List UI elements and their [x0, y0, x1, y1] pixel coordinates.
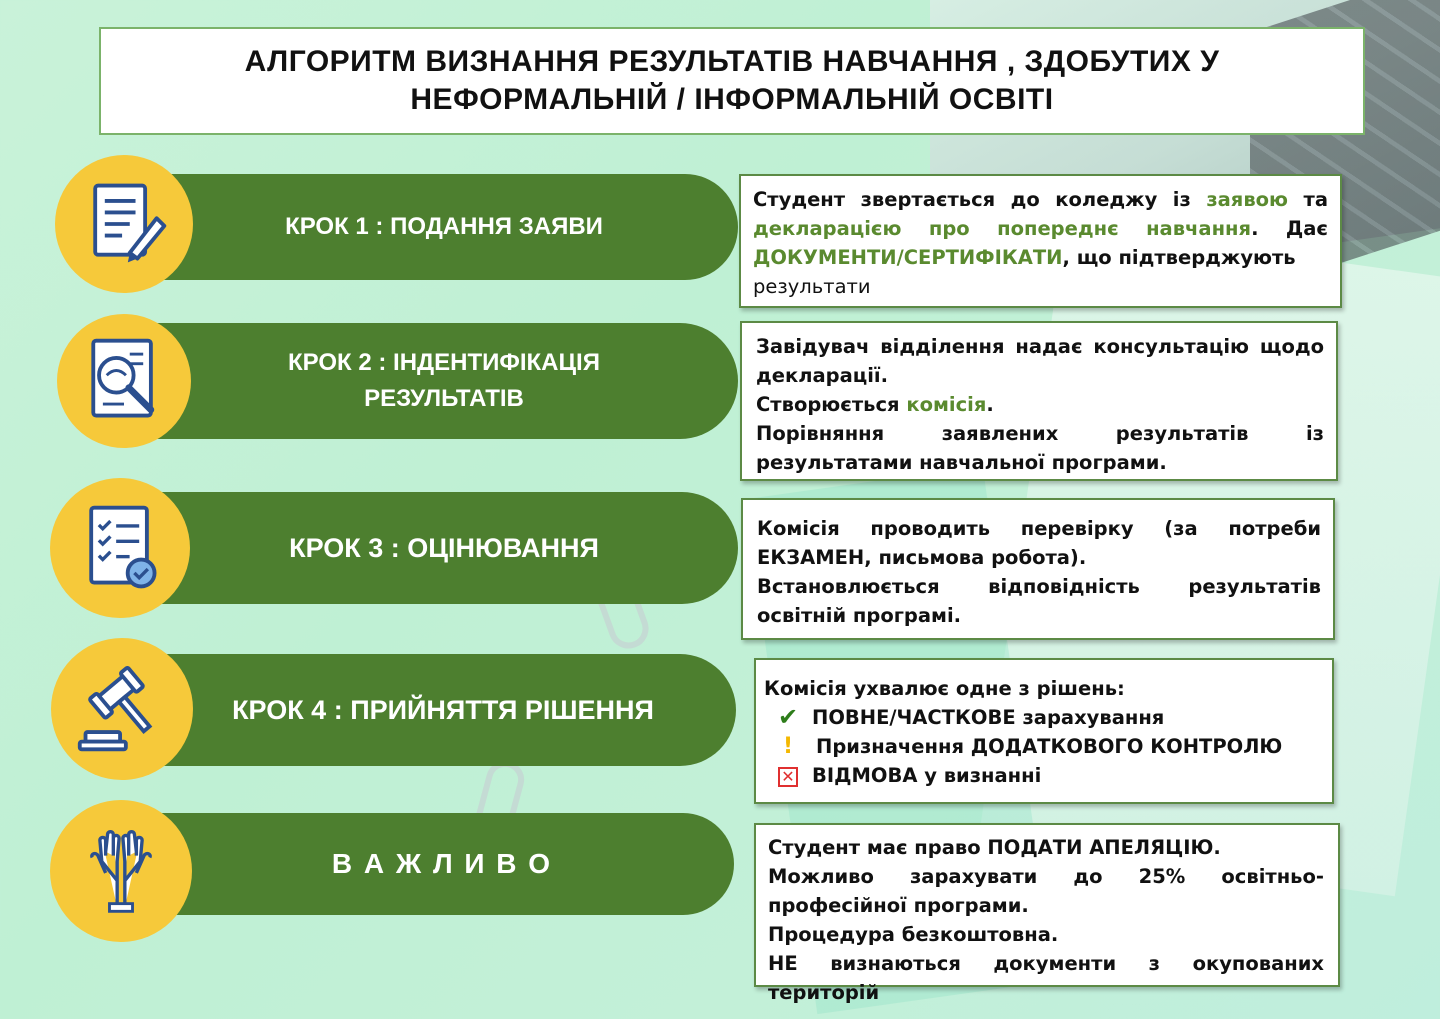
gavel-icon	[74, 661, 170, 757]
list-item	[764, 732, 1320, 761]
highlight-documents: ДОКУМЕНТИ/СЕРТИФІКАТИ	[753, 246, 1063, 269]
important-label: В А Ж Л И В О	[331, 848, 553, 879]
step-2-pill	[150, 323, 738, 439]
important-pill	[150, 813, 734, 915]
step-1-description	[739, 174, 1342, 308]
title-box	[99, 27, 1365, 135]
text: Студент звертається до коледжу із	[753, 188, 1207, 211]
step-3-description	[741, 498, 1335, 640]
text: . Дає	[1251, 217, 1328, 240]
text: Можливо зарахувати до 25% освітньо-професійної програми.	[768, 865, 1324, 917]
step-3-label: КРОК 3 : ОЦІНЮВАННЯ	[289, 532, 599, 563]
step-4-label: КРОК 4 : ПРИЙНЯТТЯ РІШЕННЯ	[232, 694, 654, 725]
text: ВІДМОВА у визнанні	[812, 764, 1042, 787]
text: Завідувач відділення надає консультацію щодо декларації.	[756, 335, 1324, 387]
text: Встановлюється відповідність результатів освітній програмі.	[757, 575, 1321, 627]
text: Процедура безкоштовна.	[768, 923, 1059, 946]
text: результати	[753, 275, 871, 298]
step-4-description	[754, 658, 1334, 804]
text: Створюється	[756, 393, 907, 416]
important-description	[754, 823, 1340, 1004]
step-1-icon-circle	[55, 155, 193, 293]
step-3-pill	[150, 492, 738, 604]
step-1-pill	[150, 174, 738, 280]
text: Комісія ухвалює одне з рішень:	[764, 677, 1125, 700]
text: Студент має право ПОДАТИ АПЕЛЯЦІЮ.	[768, 836, 1221, 859]
text: .	[986, 393, 994, 416]
text: , що підтверджують	[1062, 246, 1296, 269]
highlight-declaration: декларацією про попереднє навчання	[753, 217, 1252, 240]
hands-icon	[73, 823, 169, 919]
step-2-description	[740, 321, 1338, 481]
x-box-icon: ✕	[764, 761, 812, 790]
magnifier-document-icon	[76, 333, 172, 429]
step-4-pill	[150, 654, 736, 766]
step-2-icon-circle	[57, 314, 191, 448]
list-item	[764, 761, 1320, 790]
text: Комісія проводить перевірку (за потреби ЕКЗАМЕН, письмова робота).	[757, 517, 1321, 569]
step-2-label: КРОК 2 : ІНДЕНТИФІКАЦІЯ РЕЗУЛЬТАТІВ	[288, 349, 600, 412]
highlight-application: заявою	[1206, 188, 1289, 211]
text: ПОВНЕ/ЧАСТКОВЕ зарахування	[812, 706, 1165, 729]
step-1-label: КРОК 1 : ПОДАННЯ ЗАЯВИ	[285, 213, 603, 240]
page-title: АЛГОРИТМ ВИЗНАННЯ РЕЗУЛЬТАТІВ НАВЧАННЯ , ЗДОБУТИХ У НЕФОРМАЛЬНІЙ / ІНФОРМАЛЬНІЙ ОСВІТІ	[244, 45, 1220, 116]
text: Порівняння заявлених результатів із результатами навчальної програми.	[756, 422, 1324, 474]
text: Призначення ДОДАТКОВОГО КОНТРОЛЮ	[816, 735, 1283, 758]
text: та	[1288, 188, 1328, 211]
highlight-commission: комісія	[906, 393, 987, 416]
step-4-icon-circle	[51, 638, 193, 780]
checklist-icon	[72, 500, 168, 596]
important-icon-circle	[50, 800, 192, 942]
step-3-icon-circle	[50, 478, 190, 618]
exclamation-icon: !	[782, 734, 794, 759]
text: НЕ визнаються документи з окупованих територій	[768, 952, 1324, 1004]
checkmark-icon: ✔	[777, 703, 799, 731]
list-item	[764, 703, 1320, 732]
document-pen-icon	[76, 176, 172, 272]
